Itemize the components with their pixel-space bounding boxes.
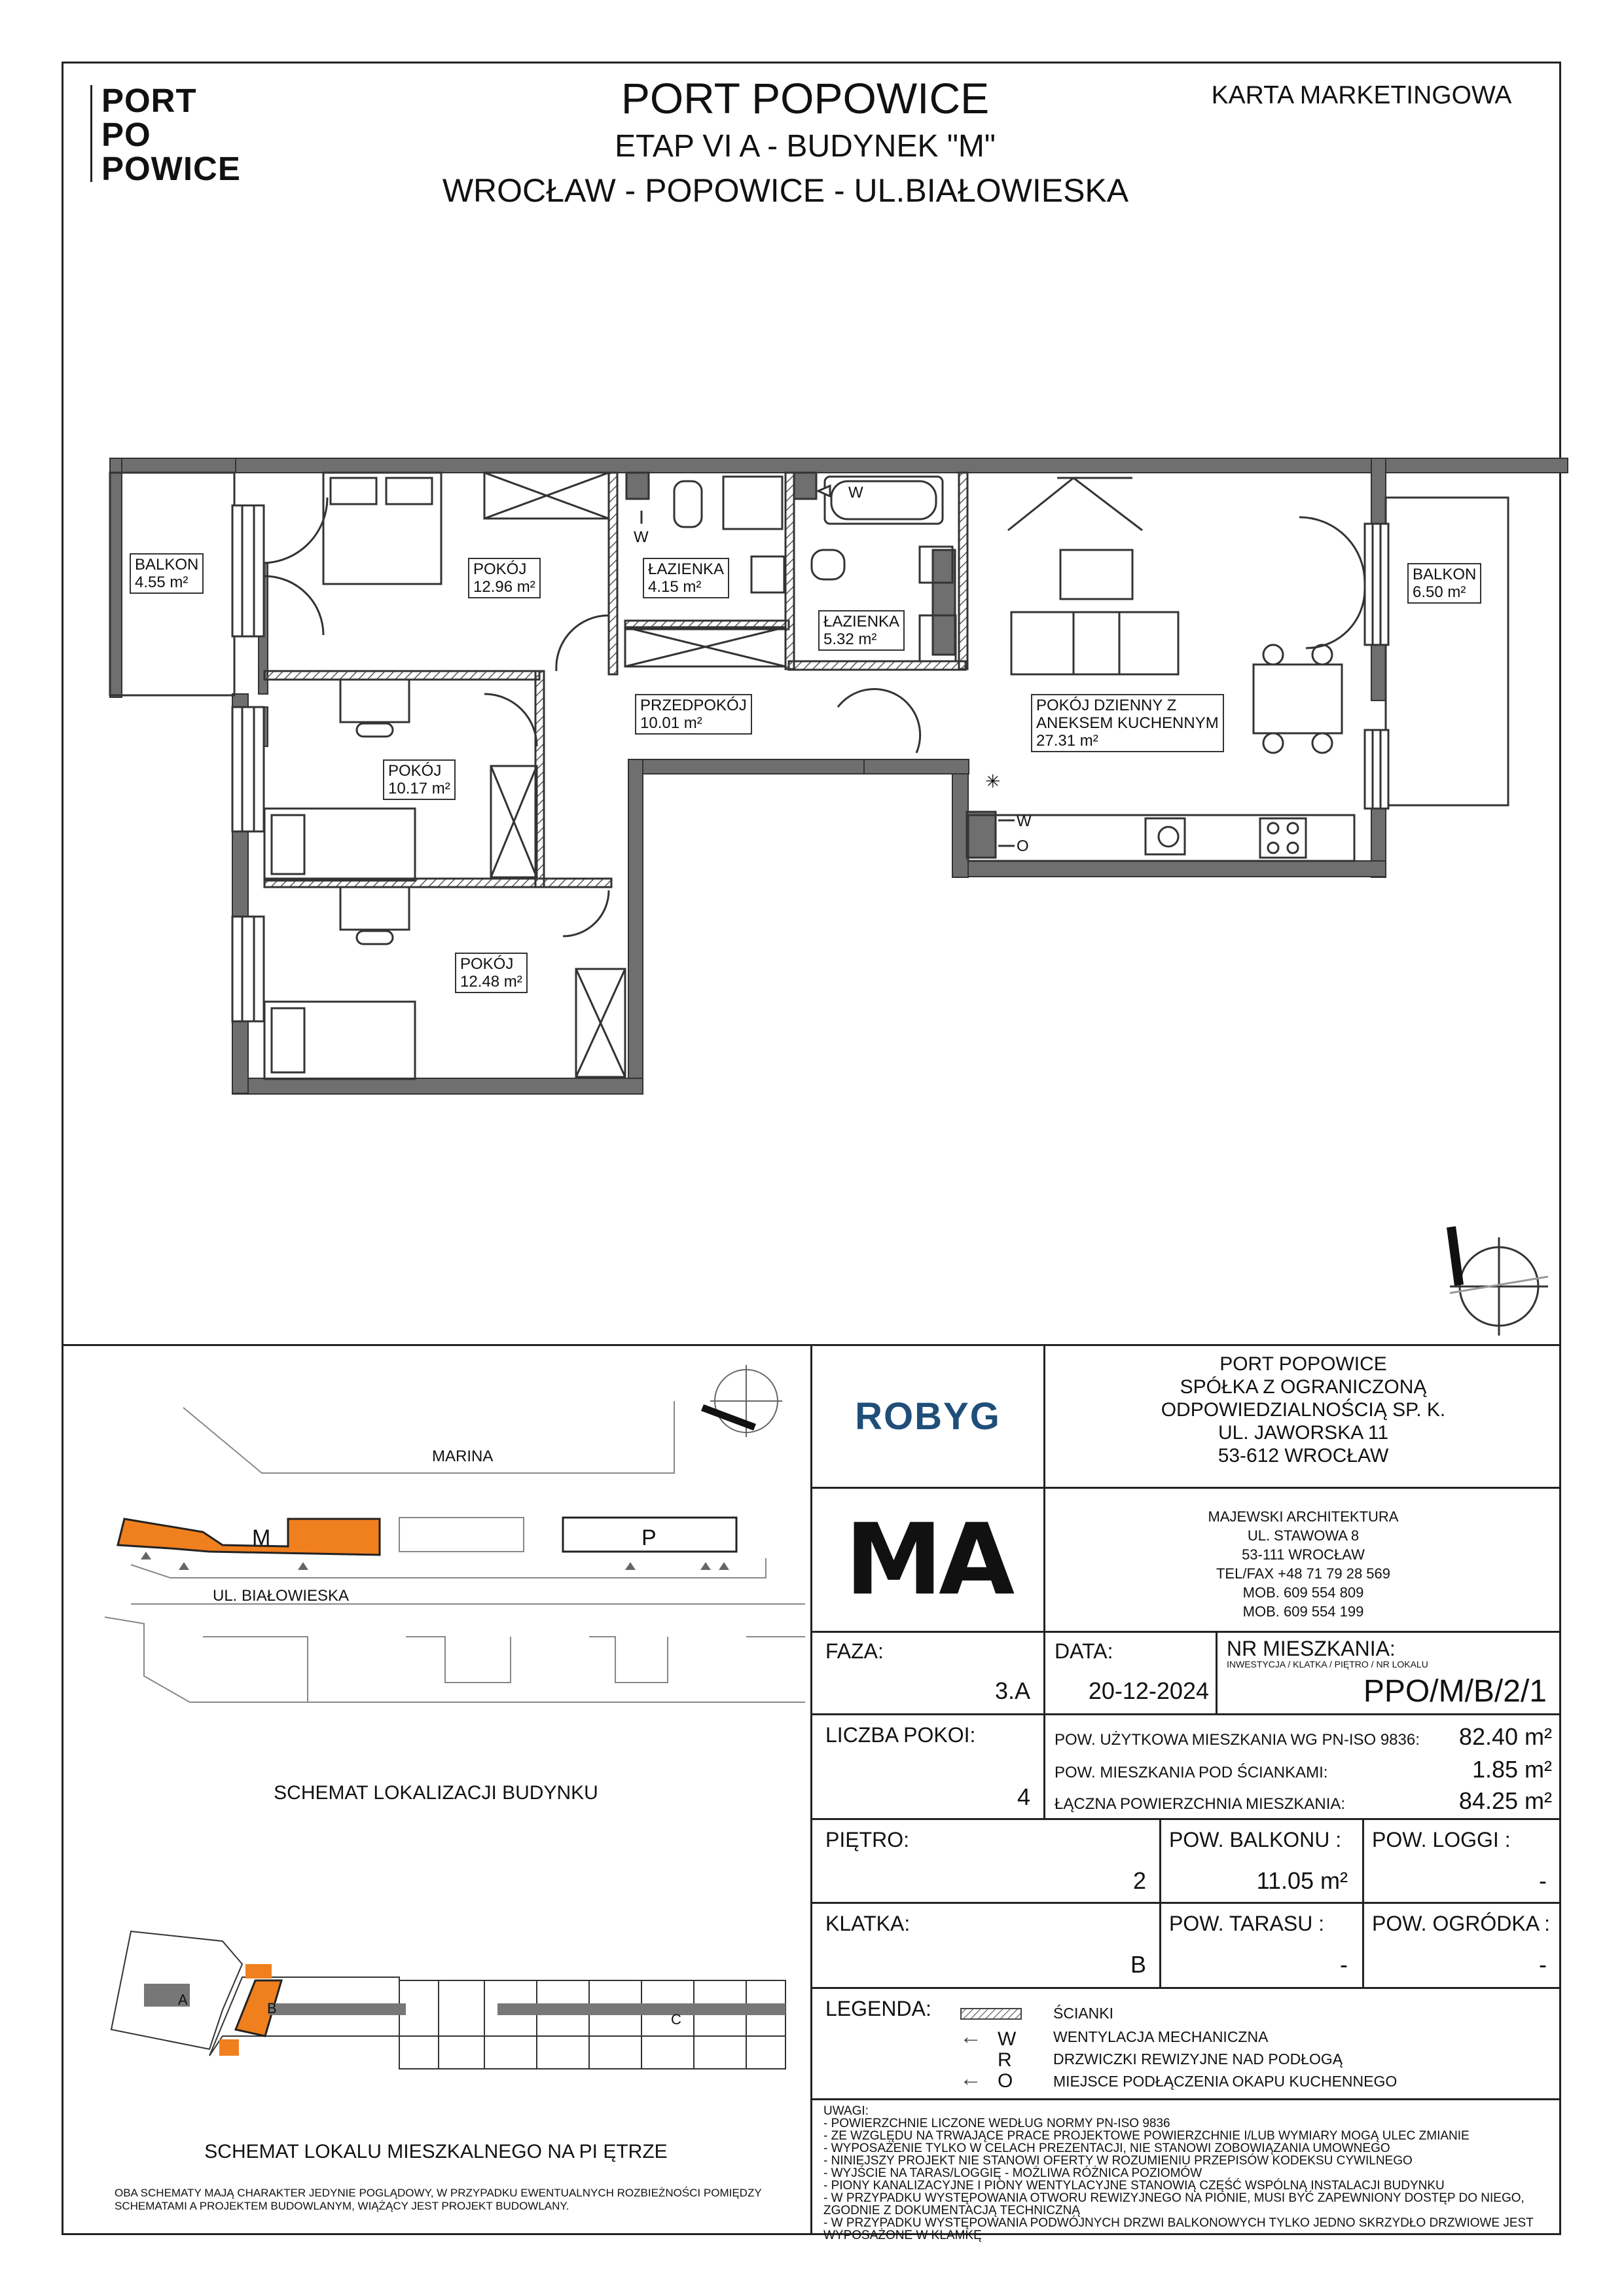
- floor-value: 2: [1132, 1867, 1146, 1894]
- garden-area: -: [1539, 1951, 1547, 1978]
- logo-line: POWICE: [101, 150, 241, 187]
- robyg-logo-cell: [812, 1346, 1045, 1489]
- page-subtitle: ETAP VI A - BUDYNEK "M": [615, 129, 996, 164]
- terrace-area: -: [1340, 1951, 1348, 1978]
- svg-text:✳: ✳: [985, 771, 1001, 792]
- arrow-left-icon: ←: [960, 2024, 982, 2049]
- date-value: 20-12-2024: [1088, 1677, 1209, 1704]
- disclaimer: OBA SCHEMATY MAJĄ CHARAKTER JEDYNIE POGLĄDOWY, W PRZYPADKU EWENTUALNYCH ROZBIEŻNOŚCI POMIĘDZY SCHEMATAMI A PROJEKTEM BUDOWLANYM, WIĄŻĄCY JEST PROJEKT BUDOWLANY.: [115, 2187, 762, 2212]
- apartment-number-cell: NR MIESZKANIA: INWESTYCJA / KLATKA / PIĘTRO / NR LOKALU PPO/M/B/2/1: [1218, 1633, 1561, 1715]
- architect-info: MAJEWSKI ARCHITEKTURA UL. STAWOWA 8 53-111 WROCŁAW TEL/FAX +48 71 79 28 569 MOB. 609 554 809 MOB. 609 554 199: [1045, 1489, 1561, 1633]
- phase-value: 3.A: [994, 1677, 1030, 1704]
- room-label-bedroom-1: POKÓJ 12.96 m²: [468, 558, 541, 598]
- floor-schema-caption: SCHEMAT LOKALU MIESZKALNEGO NA PI ĘTRZE: [204, 2141, 668, 2162]
- legend: LEGENDA: ← ← W R O ŚCIANKI WENTYLACJA MECHANICZNA DRZWICZKI REWIZYJNE NAD PODŁOGĄ MIEJSCE PODŁĄCZENIA OKAPU KUCHENNEGO: [812, 1989, 1561, 2100]
- location-schema: [92, 1362, 805, 1755]
- building-p-label: P: [641, 1525, 657, 1550]
- address-line: WROCŁAW - POPOWICE - UL.BIAŁOWIESKA: [442, 172, 1129, 209]
- room-label-living-room: POKÓJ DZIENNY Z ANEKSEM KUCHENNYM 27.31 m²: [1031, 694, 1224, 752]
- room-label-balcony-right: BALKON 6.50 m²: [1407, 563, 1481, 604]
- stairwell-cell: KLATKA: B: [812, 1904, 1161, 1989]
- balcony-area-cell: POW. BALKONU : 11.05 m²: [1161, 1820, 1364, 1904]
- card-type: KARTA MARKETINGOWA: [1211, 81, 1512, 109]
- room-label-hallway: PRZEDPOKÓJ 10.01 m²: [635, 694, 752, 735]
- loggia-area: -: [1539, 1867, 1547, 1894]
- areas-cell: POW. UŻYTKOWA MIESZKANIA WG PN-ISO 9836: 82.40 m² POW. MIESZKANIA POD ŚCIANKAMI: 1.85 m² ŁĄCZNA POWIERZCHNIA MIESZKANIA: 84.25 m²: [1045, 1715, 1561, 1820]
- schema-label-c: C: [671, 2011, 681, 2028]
- room-count: 4: [1017, 1783, 1030, 1810]
- area-total: 84.25 m²: [1458, 1787, 1552, 1814]
- ma-logo-cell: [812, 1489, 1045, 1633]
- loggia-area-cell: POW. LOGGI : -: [1364, 1820, 1561, 1904]
- apartment-number: PPO/M/B/2/1: [1363, 1674, 1547, 1709]
- vent-mark: W: [1017, 812, 1032, 830]
- room-label-bathroom-2: ŁAZIENKA 5.32 m²: [818, 610, 905, 651]
- wall-hatch-icon: [960, 2007, 1025, 2020]
- page-title: PORT POPOWICE: [621, 74, 990, 122]
- hood-mark: O: [1017, 837, 1029, 855]
- schema-label-a: A: [178, 1992, 188, 2008]
- ma-logo: MA: [844, 1503, 1011, 1617]
- notes: UWAGI: - POWIERZCHNIE LICZONE WEDŁUG NORMY PN-ISO 9836 - ZE WZGLĘDU NA TRWAJĄCE PRACE PROJEKTOWE POWIERZCHNIE I/LUB WYMIARY MOGĄ ULEC ZMIANIE - WYPOSAŻENIE TYLKO W CELACH PREZENTACJI, NIE STANOWI ZOBOWIĄZANIA UMOWNEGO - NINIEJSZY PROJEKT NIE STANOWI OFERTY W ROZUMIENIU PRZEPISÓW KODEKSU CYWILNEGO - WYJŚCIE NA TARAS/LOGGIĘ - MOŻLIWA RÓŻNICA POZIOMÓW - PIONY KANALIZACYJNE I PIONY WENTYLACYJNE STANOWIĄ CZĘŚĆ WSPÓLNĄ INSTALACJI BUDYNKU - W PRZYPADKU WYSTĘPOWANIA OTWORU REWIZYJNEGO NA PIONIE, MUSI BYĆ ZAPEWNIONY DOSTĘP DO NIEGO, ZGODNIE Z DOKUMENTACJĄ TECHNICZNĄ - W PRZYPADKU WYSTĘPOWANIA PODWÓJNYCH DRZWI BALKONOWYCH TYLKO JEDNO SKRZYDŁO DRZWIOWE JEST WYPOSAŻONE W KLAMKĘ: [823, 2104, 1534, 2242]
- vent-mark: W: [634, 528, 649, 546]
- room-label-bedroom-3: POKÓJ 12.48 m²: [455, 953, 528, 993]
- marina-label: MARINA: [432, 1448, 494, 1465]
- robyg-logo: ROBYG: [855, 1395, 1001, 1438]
- logo-line: PORT: [101, 82, 197, 119]
- arrow-left-icon: ←: [960, 2066, 982, 2091]
- street-label: UL. BIAŁOWIESKA: [213, 1587, 350, 1605]
- vent-mark: W: [848, 484, 863, 501]
- phase-cell: FAZA: 3.A: [812, 1633, 1045, 1715]
- building-m-label: M: [252, 1525, 271, 1550]
- schema-label-b: B: [267, 2000, 277, 2016]
- garden-area-cell: POW. OGRÓDKA : -: [1364, 1904, 1561, 1989]
- date-cell: DATA: 20-12-2024: [1045, 1633, 1218, 1715]
- floor-cell: PIĘTRO: 2: [812, 1820, 1161, 1904]
- balcony-area: 11.05 m²: [1256, 1867, 1348, 1894]
- terrace-area-cell: POW. TARASU : -: [1161, 1904, 1364, 1989]
- developer-info: PORT POPOWICE SPÓŁKA Z OGRANICZONĄ ODPOWIEDZIALNOŚCIĄ SP. K. UL. JAWORSKA 11 53-612 WROCŁAW: [1045, 1346, 1561, 1489]
- room-label-balcony-left: BALKON 4.55 m²: [130, 553, 204, 594]
- room-label-bathroom-1: ŁAZIENKA 4.15 m²: [643, 558, 729, 598]
- room-label-bedroom-2: POKÓJ 10.17 m²: [383, 759, 456, 800]
- legend-title: LEGENDA:: [825, 1997, 931, 2020]
- floor-schema: [92, 1899, 805, 2115]
- location-schema-caption: SCHEMAT LOKALIZACJI BUDYNKU: [274, 1782, 598, 1804]
- logo-line: PO: [101, 116, 151, 153]
- area-slope: 1.85 m²: [1471, 1756, 1552, 1783]
- area-usable: 82.40 m²: [1458, 1723, 1552, 1750]
- room-count-cell: LICZBA POKOI: 4: [812, 1715, 1045, 1820]
- stairwell-value: B: [1130, 1951, 1146, 1978]
